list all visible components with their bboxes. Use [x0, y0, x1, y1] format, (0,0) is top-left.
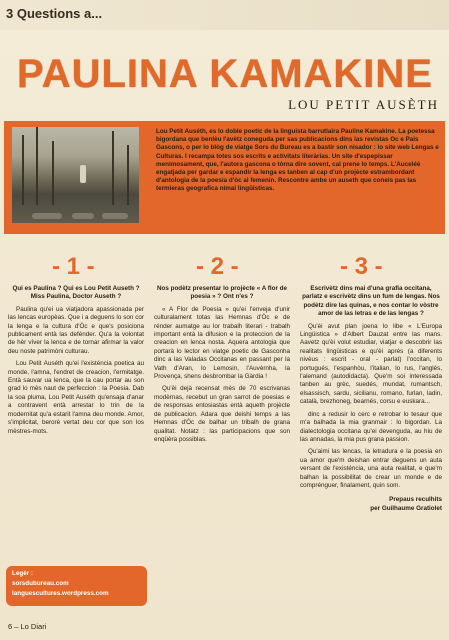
answer-paragraph: Qu'èi avut plan joena lo libe « L'Europa Lingüistica » d'Albert Dauzat entre las mans. Aavetz qu'èi volut estudiar, viatjar e descobrir las realitats lingüisticas e qu'èi aprés (a diferents nivèus : escrit - oral - parlat) l'occitan, lo portugués, l'espanhòu, l'italian, lo rus, l'anglés, l'alemand (autodidacta). Que'm soi interessada tanben au grèc, suedés, mundat, rumantsch, elsassisch, sardu, sicilianu, romano, furlan, ladin, català, brezhoneg, bearnés, corsu e euskara...	[300, 322, 442, 406]
article-byline: LOU PETIT AUSÈTH	[288, 97, 439, 112]
column-2	[154, 285, 290, 448]
question-2: Nos podètz presentar lo projècte « A flor de poesia » ? Ont n'es ?	[156, 285, 288, 301]
article-title: PAULINA KAMAKINE	[17, 52, 433, 96]
question-1: Qui es Paulina ? Qui es Lou Petit Auseth ? Miss Paulina, Doctor Auseth ?	[12, 285, 140, 301]
signature-line-1: Prepaus reculhits	[389, 496, 442, 504]
tagline: 3 Questions a...	[6, 6, 103, 21]
column-1	[8, 285, 144, 440]
reading-links-box	[6, 566, 147, 606]
reading-link-1[interactable]: sorsdubureau.com	[12, 580, 69, 587]
intro-text: Lou Petit Auséth, es lo doble poetic de la linguista barrutlaira Pauline Kamakine. La poetessa bigordana que benlèu l'avètz coneguda per sas publicacions dins las revistas Oc e Pais Gascons, o per lo blòg de viatge Sors du Bureau es a bastir son nisador : lo site web Lengas e Culturas. I recampa totes sos escrits e activitats literàrias. Un site d'espepissar menimosament, que, l'autora gascona o tòrna dire sovent, cal prene lo temps. L'Auceléè engatjada per gardar e espandir la lenga es tanben al cap d'un projècte estrambordant d'antologia de la poesia d'òc al femenin. Rescontre ambe un auseth que coneis pas las termieras geografica nimai lingüisticas.	[156, 128, 439, 193]
question-3: Escrivètz dins mai d'una grafia occitana, parlatz e escrivètz dins un fum de lengas. Nos podètz dire las quinas, e nos contar lo vòstre amor de las letras e de las lengas ?	[302, 285, 440, 318]
column-3	[300, 285, 442, 513]
question-number-1: - 1 -	[52, 253, 95, 280]
question-number-3: - 3 -	[340, 253, 383, 280]
reading-link-2[interactable]: languescultures.wordpress.com	[12, 590, 109, 597]
portrait-photo	[12, 127, 139, 223]
tagline-bar	[0, 0, 449, 30]
page-footer: 6 – Lo Diari	[8, 622, 47, 631]
answer-paragraph: Lou Petit Auséth qu'ei l'existéncia poetica au monde, l'amna, l'endret de creacion, l'ermitatge. Entà sauvar ua lenca, que la cau portar au son grad lo mès naut de perfeccion : la Poesia. Dab la soa pluma, Lou Petit Auséth qu'ensaja d'anar a contravent entà arrestar lo trin de la modernitat qu'a estarit l'amna deu monde. Amor, s'implicitat, berorè vertat deu cor que son los mèstres-mots.	[8, 360, 144, 435]
reading-label: Legèr :	[12, 570, 33, 577]
answer-paragraph: Paulina qu'ei ua viatjadora apassionada per las lencas europèas. Que i a deguens lo son cor la lenga e la cultura d'Òc e que's posiciona publicament entà las defénder. Qu'a la volontat de hèr víver la lenca e de tornar afirmar la valor deu noste patrimòni culturau.	[8, 305, 144, 355]
signature-line-2: per Guilhaume Gratiolet	[370, 504, 442, 512]
answer-paragraph: dinc a redusir lo cerc e retrobar lo tesaur que m'a balhada la mia granmair : lo bigordan. La dialectologia occitana qu'ei devenguda, au hiu de las annadas, la mia pus grana passion.	[300, 410, 442, 443]
answer-paragraph: « A Flor de Poesia » qu'ei l'enveja d'unir culturalament totas las Hemnas d'Òc e de rénder aumatge au lor trabalh literari - trabalh important entà la difusion e la proteccion de la creacion en lenca nosta. Aquera antologia que portarà lo lector en viatge poetic de Gasconha dinc a las Valadas Occitanas en passant per la Vath d'Aran, lo Lemosin, l'Auvèrnha, la Provença, shens desbrombar la Gàrdia !	[154, 305, 290, 381]
answer-paragraph: Qu'aimi las lencas, la letradura e la poesia en ua amor que'm deishan entrar deguens un auta versant de l'existéncia, una auta realitat, e que'm balhan la possibilitat de crear un monde e de comprénguer, finalament, quin som.	[300, 448, 442, 489]
answer-paragraph: Qu'èi dejà recensat mès de 70 escrivanas modèrnas, recebut un gran sarrot de poesias e de responsas entosiastas entà aqueth projècte de publicacion. Adara que deishi temps a las Hemnas d'Òc de balhar un tribalh de grana qualitat. Notatz : las participacions que son enqüèra possiblas.	[154, 385, 290, 443]
question-number-2: - 2 -	[196, 253, 239, 280]
